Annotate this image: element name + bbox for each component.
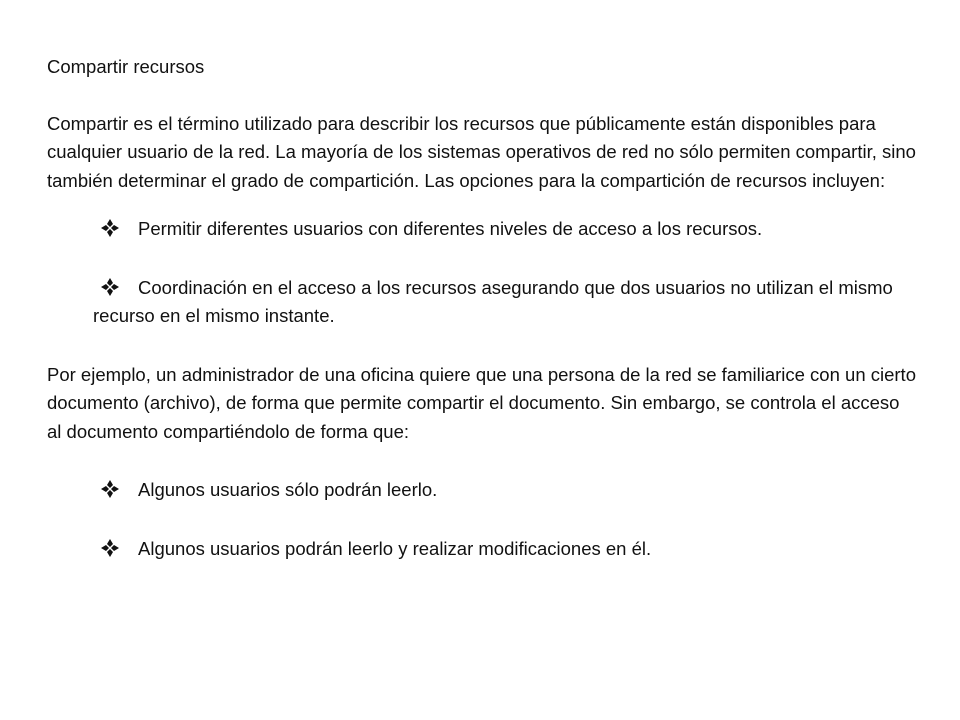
document-title: Compartir recursos: [47, 56, 205, 77]
four-diamond-bullet-icon: [99, 478, 121, 500]
list-item-text: Algunos usuarios podrán leerlo y realizar modificaciones en él.: [138, 537, 652, 559]
list-item: [47, 535, 917, 564]
four-diamond-bullet-icon: [99, 217, 121, 239]
list-item-text: Coordinación en el acceso a los recursos asegurando que dos usuarios no utilizan el mismo recurso en el mismo instante.: [93, 276, 893, 326]
example-paragraph: Por ejemplo, un administrador de una oficina quiere que una persona de la red se familiarice con un cierto documento (archivo), de forma que permite compartir el documento. Sin embargo, se controla el acceso al documento compartiéndolo de forma que:: [47, 363, 916, 442]
list-item-text: Permitir diferentes usuarios con diferentes niveles de acceso a los recursos.: [138, 218, 763, 239]
access-levels-list: [47, 476, 917, 563]
four-diamond-bullet-icon: [99, 276, 121, 298]
document-page: [47, 53, 917, 593]
list-item: [47, 476, 917, 505]
list-item-text: Algunos usuarios sólo podrán leerlo.: [138, 479, 438, 500]
intro-paragraph: Compartir es el término utilizado para describir los recursos que públicamente están disponibles para cualquier usuario de la red. La mayoría de los sistemas operativos de red no sólo permiten compartir, sino también determinar el grado de compartición. Las opciones para la compartición de recursos incluyen:: [47, 112, 916, 191]
four-diamond-bullet-icon: [99, 537, 121, 559]
list-item: [47, 274, 917, 331]
sharing-options-list: [47, 215, 917, 331]
list-item: [47, 215, 917, 244]
